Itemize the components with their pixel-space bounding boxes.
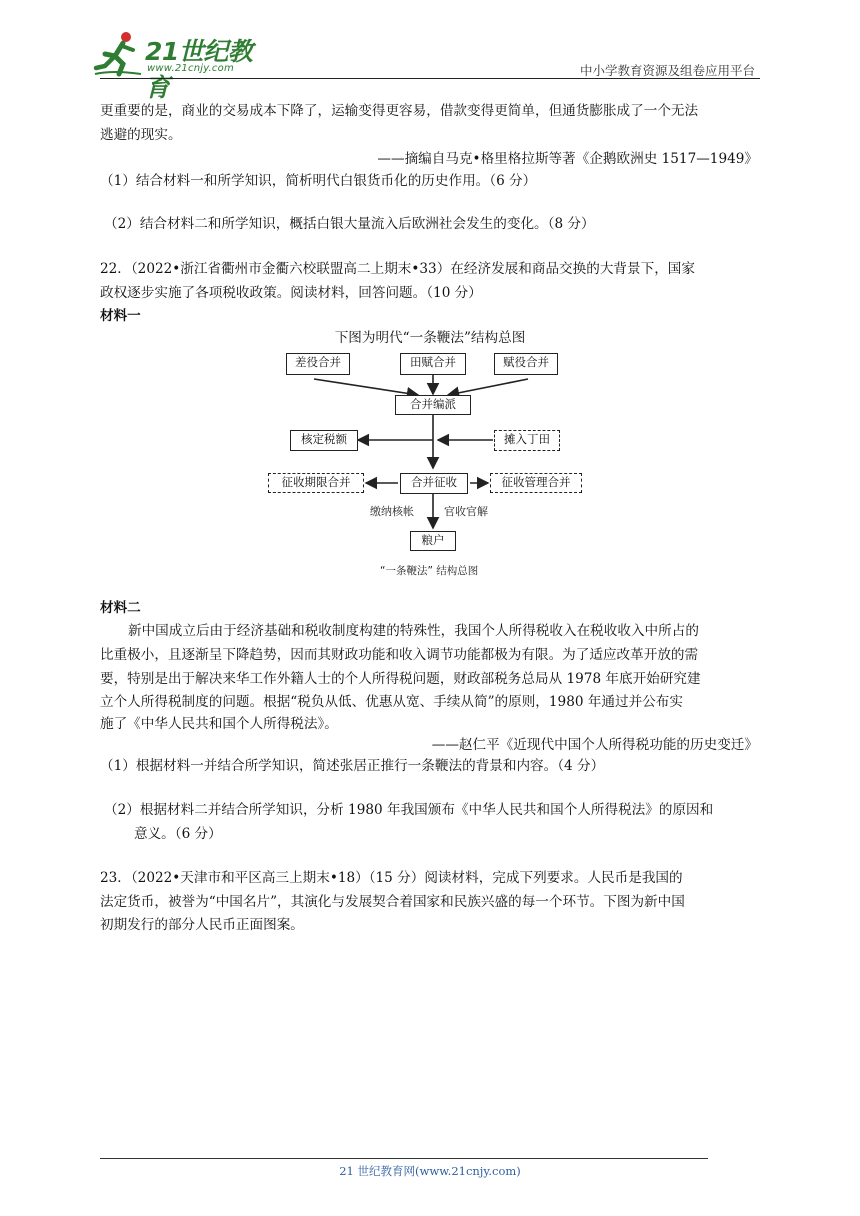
q23-stem-line-3: 初期发行的部分人民币正面图案。 <box>100 917 304 933</box>
box-land-tax-merge: 田赋合并 <box>400 353 466 375</box>
intro-line-1: 更重要的是，商业的交易成本下降了，运输变得更容易，借款变得更简单，但通货膨胀成了一个无法 <box>100 103 699 119</box>
footer-divider <box>100 1158 708 1159</box>
q22-subquestion-2-line-1: （2）根据材料二并结合所学知识，分析 1980 年我国颁布《中华人民共和国个人所得税法》的原因和 <box>104 802 714 818</box>
material-1-label: 材料一 <box>100 308 141 324</box>
box-tax-corvee-merge: 赋役合并 <box>494 353 558 375</box>
box-collection-management-merge: 征收管理合并 <box>490 473 582 493</box>
q23-stem-line-2: 法定货币，被誉为“中国名片”，其演化与发展契合着国家和民族兴盛的每一个环节。下图为新中国 <box>100 894 685 910</box>
box-merged-collection: 合并征收 <box>400 473 468 494</box>
box-merged-assessment: 合并编派 <box>395 395 471 415</box>
material-2-line-2: 比重极小，且逐渐呈下降趋势，因而其财政功能和收入调节功能都极为有限。为了适应改革开放的需 <box>100 647 699 663</box>
intro-source: ——摘编自马克•格里格拉斯等著《企鹅欧洲史 1517—1949》 <box>377 151 758 167</box>
platform-name: 中小学教育资源及组卷应用平台 <box>579 63 755 78</box>
q21-subquestion-2: （2）结合材料二和所学知识，概括白银大量流入后欧洲社会发生的变化。（8 分） <box>104 216 595 232</box>
site-logo <box>93 30 263 102</box>
label-pay-verify: 缴纳核帐 <box>370 505 414 518</box>
logo-text: 21世纪教育 <box>145 37 253 102</box>
material-2-source: ——赵仁平《近现代中国个人所得税功能的历史变迁》 <box>431 737 758 753</box>
material-2-line-5: 施了《中华人民共和国个人所得税法》。 <box>100 716 338 732</box>
logo-url: www.21cnjy.com <box>147 63 234 74</box>
box-collection-period-merge: 征收期限合并 <box>268 473 364 493</box>
header-divider <box>100 78 760 79</box>
diagram-bottom-caption: “一条鞭法” 结构总图 <box>380 565 479 577</box>
q22-subquestion-1: （1）根据材料一并结合所学知识，简述张居正推行一条鞭法的背景和内容。（4 分） <box>100 758 605 774</box>
label-official-collect: 官收官解 <box>444 505 488 518</box>
box-grain-household: 粮户 <box>410 531 456 551</box>
q21-subquestion-1: （1）结合材料一和所学知识，简析明代白银货币化的历史作用。（6 分） <box>100 173 537 189</box>
material-2-line-1: 新中国成立后由于经济基础和税收制度构建的特殊性，我国个人所得税收入在税收收入中所占的 <box>128 623 699 639</box>
q22-stem-line-1: 22．（2022•浙江省衢州市金衢六校联盟高二上期末•33）在经济发展和商品交换的大背景下，国家 <box>100 261 695 277</box>
q23-stem-line-1: 23．（2022•天津市和平区高三上期末•18）（15 分）阅读材料，完成下列要求。人民币是我国的 <box>100 870 683 886</box>
intro-line-2: 逃避的现实。 <box>100 127 182 143</box>
box-apportion-to-land: 摊入丁田 <box>494 430 560 451</box>
material-2-line-3: 要，特别是出于解决来华工作外籍人士的个人所得税问题，财政部税务总局从 1978 年底开始研究建 <box>100 671 701 687</box>
box-fix-tax-amount: 核定税额 <box>290 430 358 451</box>
material-2-line-4: 立个人所得税制度的问题。根据“税负从低、优惠从宽、手续从简”的原则，1980 年通过并公布实 <box>100 694 683 710</box>
runner-logo-icon <box>93 30 145 78</box>
material-2-label: 材料二 <box>100 600 141 616</box>
footer-link[interactable]: 21 世纪教育网(www.21cnjy.com) <box>339 1164 521 1178</box>
figure-caption: 下图为明代“一条鞭法”结构总图 <box>334 330 526 346</box>
q22-subquestion-2-line-2: 意义。（6 分） <box>134 826 222 842</box>
box-corvee-merge: 差役合并 <box>286 353 350 375</box>
tax-law-structure-diagram <box>258 345 588 585</box>
q22-stem-line-2: 政权逐步实施了各项税收政策。阅读材料，回答问题。（10 分） <box>100 285 482 301</box>
